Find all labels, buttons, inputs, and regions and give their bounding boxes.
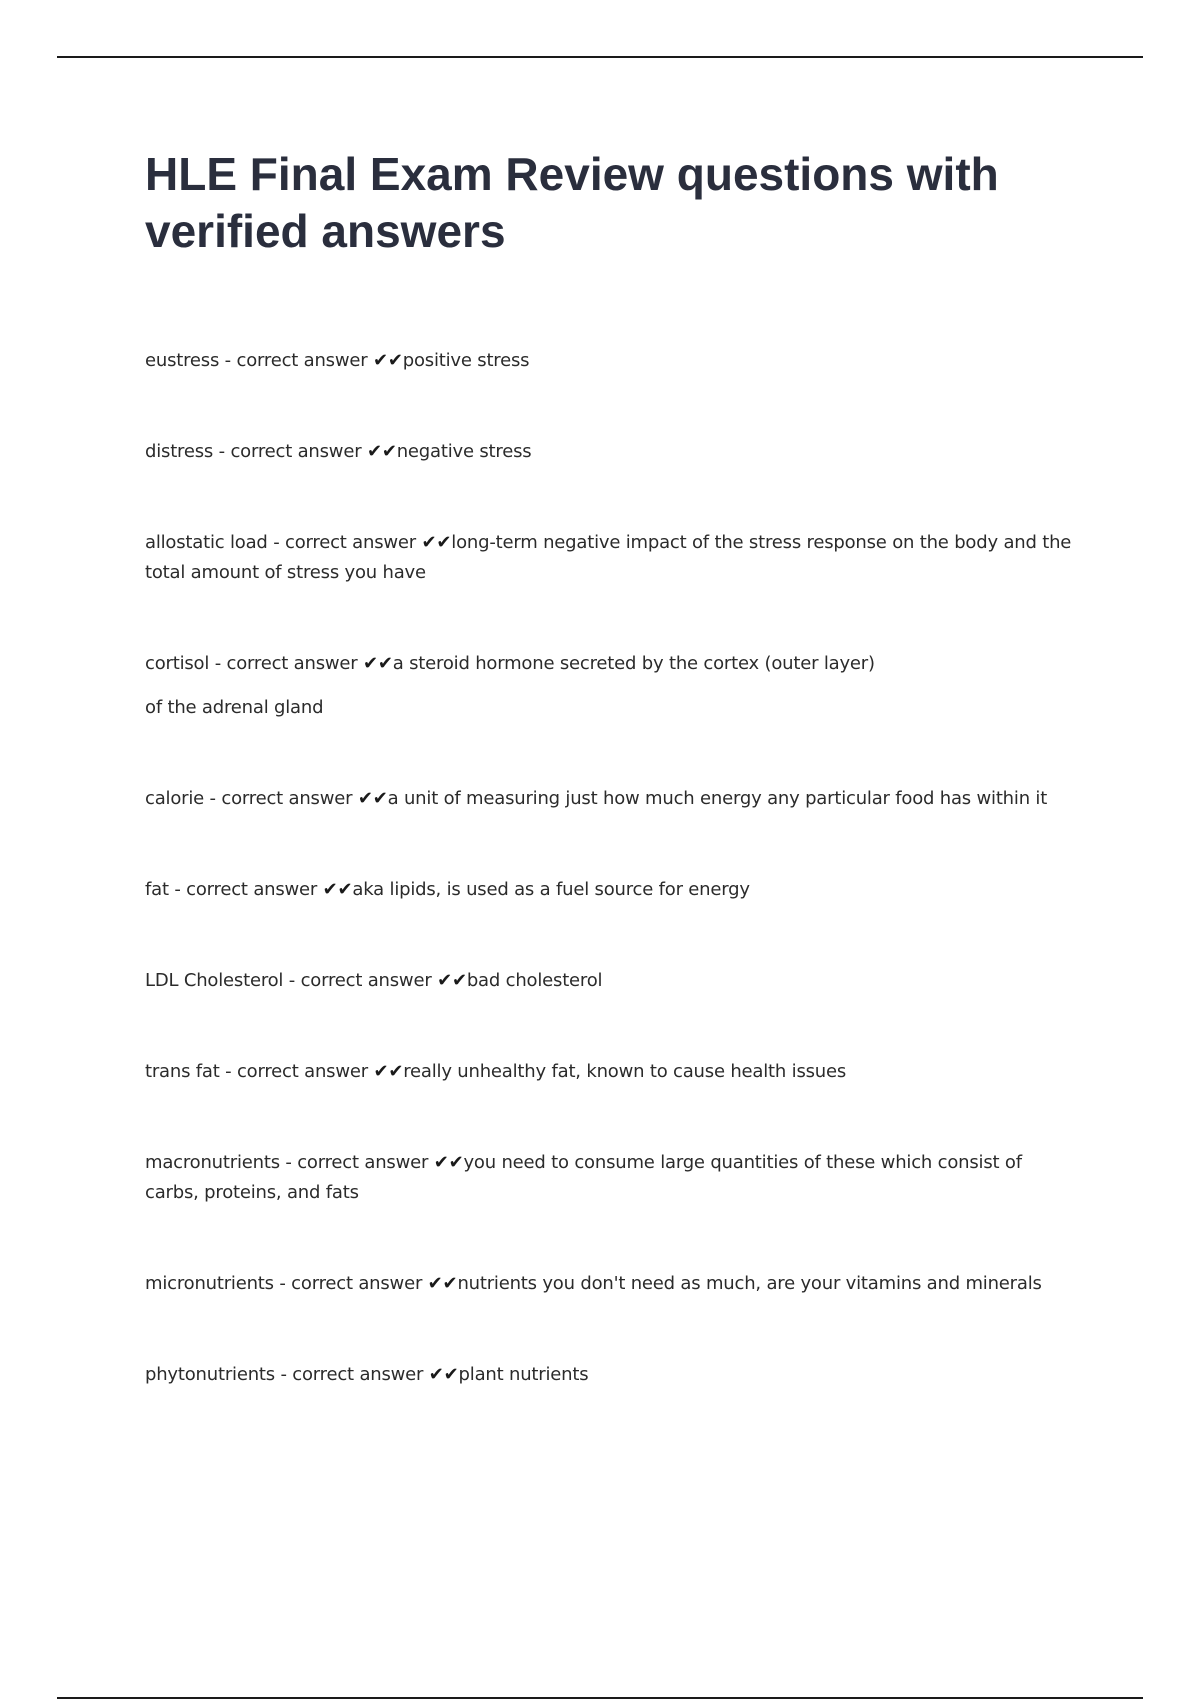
list-item — [145, 875, 1075, 905]
check-marks-icon: ✔✔ — [437, 970, 467, 991]
term: LDL Cholesterol — [145, 970, 284, 991]
term: phytonutrients — [145, 1364, 275, 1385]
separator: - correct answer — [219, 1061, 374, 1082]
list-item — [145, 528, 1075, 588]
check-marks-icon: ✔✔ — [366, 441, 397, 462]
term: distress — [145, 441, 214, 462]
answer: positive stress — [402, 350, 530, 371]
answer: negative stress — [396, 441, 532, 462]
separator: - correct answer — [279, 1152, 434, 1173]
answer: really unhealthy fat, known to cause health issues — [403, 1061, 847, 1082]
list-item — [145, 1360, 1075, 1390]
separator: - correct answer — [267, 532, 422, 553]
list-item — [145, 784, 1075, 814]
answer: nutrients you don't need as much, are your vitamins and minerals — [457, 1273, 1042, 1294]
separator: - correct answer — [204, 788, 358, 809]
list-item — [145, 649, 1075, 723]
page-title: HLE Final Exam Review questions with verified answers — [145, 148, 999, 257]
separator: - correct answer — [209, 653, 363, 674]
check-marks-icon: ✔✔ — [357, 788, 388, 809]
check-marks-icon: ✔✔ — [372, 350, 403, 371]
answer-continued: of the adrenal gland — [145, 697, 324, 718]
term: calorie — [145, 788, 205, 809]
separator: - correct answer — [219, 350, 373, 371]
separator: - correct answer — [213, 441, 367, 462]
check-marks-icon: ✔✔ — [428, 1364, 459, 1385]
check-marks-icon: ✔✔ — [322, 879, 353, 900]
check-marks-icon: ✔✔ — [433, 1152, 464, 1173]
answer: bad cholesterol — [466, 970, 603, 991]
answer: a unit of measuring just how much energy any particular food has within it — [387, 788, 1048, 809]
separator: - correct answer — [168, 879, 323, 900]
check-marks-icon: ✔✔ — [427, 1273, 458, 1294]
list-item — [145, 346, 1075, 376]
list-item — [145, 437, 1075, 467]
answer: aka lipids, is used as a fuel source for energy — [352, 879, 750, 900]
qa-list — [145, 346, 1075, 1451]
check-marks-icon: ✔✔ — [373, 1061, 404, 1082]
list-item — [145, 1148, 1075, 1208]
answer: plant nutrients — [458, 1364, 589, 1385]
list-item — [145, 1057, 1075, 1087]
term: macronutrients — [145, 1152, 280, 1173]
answer: you need to consume large quantities of these which consist of carbs, proteins, and fats — [145, 1152, 1022, 1203]
term: micronutrients — [145, 1273, 274, 1294]
answer: long-term negative impact of the stress response on the body and the total amount of stress you have — [145, 532, 1072, 583]
separator: - correct answer — [273, 1273, 428, 1294]
term: fat — [145, 879, 169, 900]
term: allostatic load — [145, 532, 268, 553]
bottom-divider — [57, 1697, 1143, 1699]
term: cortisol — [145, 653, 210, 674]
separator: - correct answer — [274, 1364, 429, 1385]
term: eustress — [145, 350, 220, 371]
answer: a steroid hormone secreted by the cortex (outer layer) — [392, 653, 875, 674]
check-marks-icon: ✔✔ — [421, 532, 452, 553]
check-marks-icon: ✔✔ — [363, 653, 393, 674]
list-item — [145, 966, 1075, 996]
list-item — [145, 1269, 1075, 1299]
separator: - correct answer — [283, 970, 438, 991]
top-divider — [57, 56, 1143, 58]
term: trans fat — [145, 1061, 220, 1082]
